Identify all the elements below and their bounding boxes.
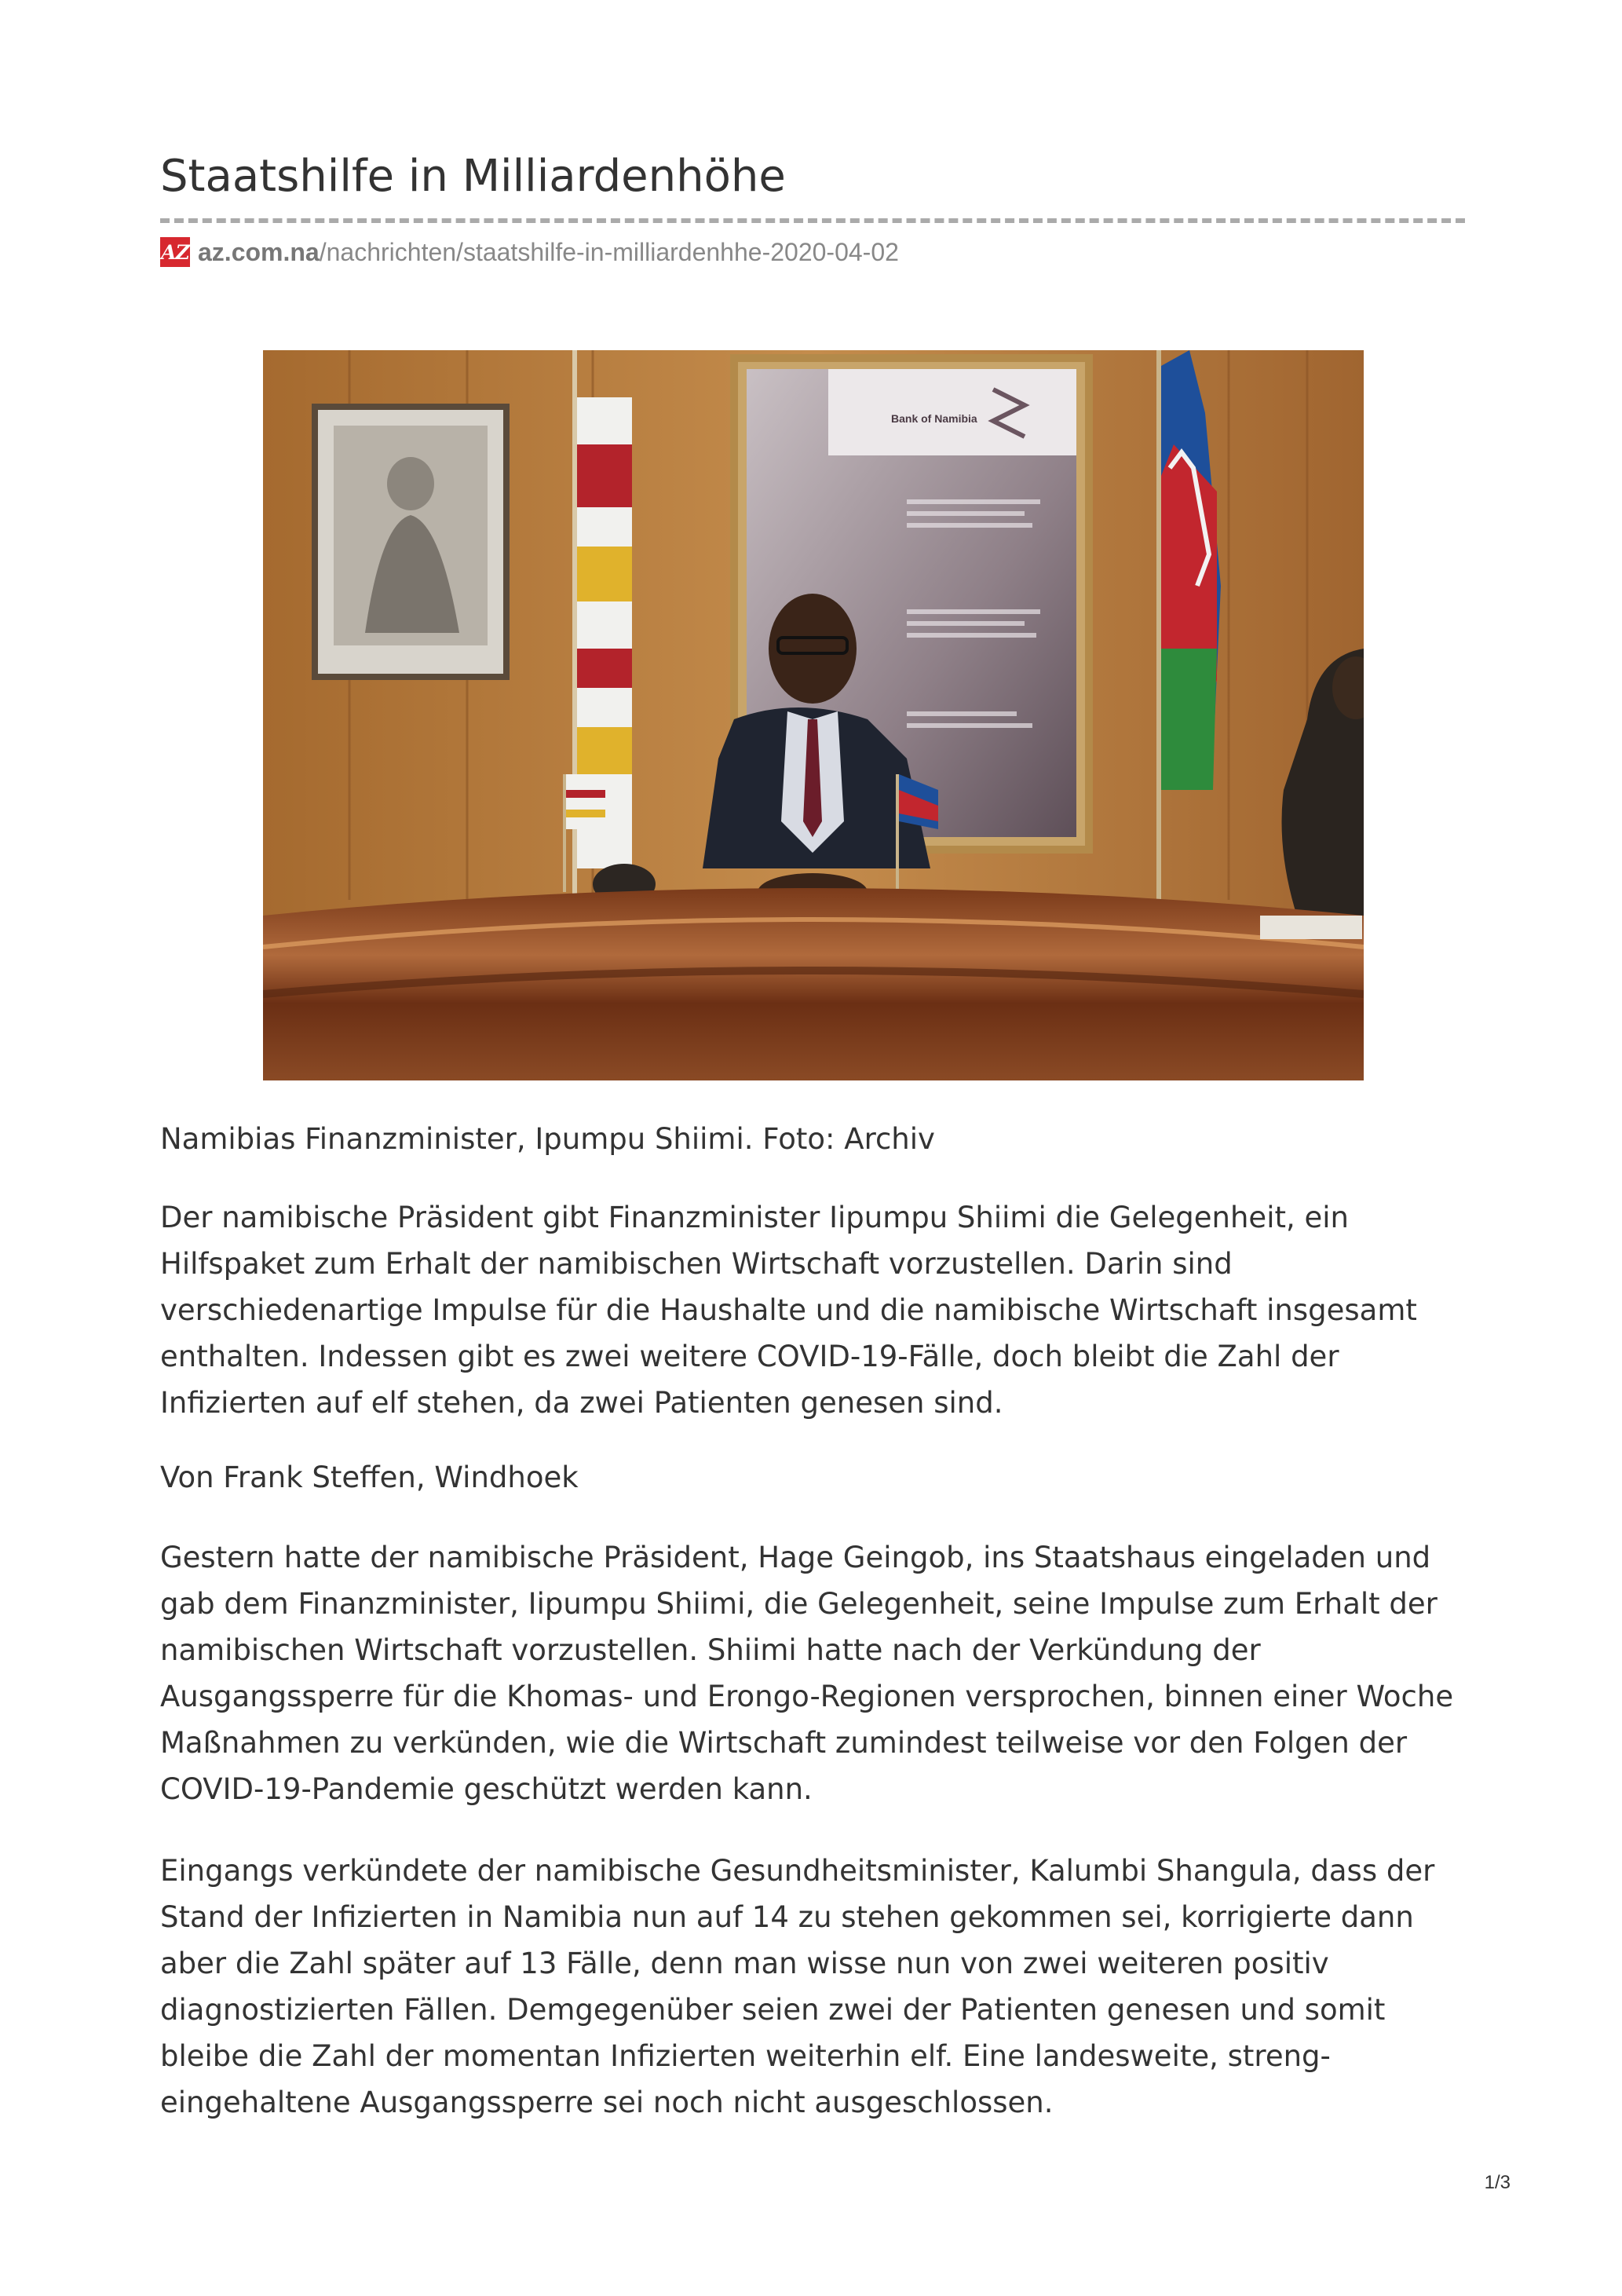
source-path: /nachrichten/staatshilfe-in-milliardenhhe-2020-04-02 [319, 237, 899, 266]
article-byline: Von Frank Steffen, Windhoek [160, 1461, 579, 1494]
page-title: Staatshilfe in Milliardenhöhe [160, 151, 786, 202]
article-paragraph: Gestern hatte der namibische Präsident, Hage Geingob, ins Staatshaus eingeladen und gab dem Finanzminister, Iipumpu Shiimi, die Gelegenheit, seine Impulse zum Erhalt der namibischen Wirtschaft vorzustellen. Shiimi hatte nach der Verkündung der Ausgangssperre für die Khomas- und Erongo-Regionen versprochen, binnen einer Woche Maßnahmen zu verkünden, wie die Wirtschaft zumindest teilweise vor den Folgen der COVID-19-Pandemie geschützt werden kann. [160, 1541, 1454, 1806]
source-link[interactable] [160, 236, 899, 268]
article-paragraph: Eingangs verkündete der namibische Gesundheitsminister, Kalumbi Shangula, dass der Stand der Infizierten in Namibia nun auf 14 zu stehen gekommen sei, korrigierte dann aber die Zahl später auf 13 Fälle, denn man wisse nun von zwei weiteren positiv diagnostizierten Fällen. Demgegenüber seien zwei der Patienten genesen und somit bleibe die Zahl der momentan Infizierten weiterhin elf. Eine landesweite, streng-eingehaltene Ausgangssperre sei noch nicht ausgeschlossen. [160, 1854, 1435, 2119]
page-number: 1/3 [1484, 2172, 1511, 2193]
article-lead: Der namibische Präsident gibt Finanzminister Iipumpu Shiimi die Gelegenheit, ein Hilfspaket zum Erhalt der namibischen Wirtschaft vorzustellen. Darin sind verschiedenartige Impulse für die Haushalte und die namibische Wirtschaft insgesamt enthalten. Indessen gibt es zwei weitere COVID-19-Fälle, doch bleibt die Zahl der Infizierten auf elf stehen, da zwei Patienten genesen sind. [160, 1201, 1417, 1420]
photo-caption: Namibias Finanzminister, Ipumpu Shiimi. Foto: Archiv [160, 1122, 935, 1156]
source-domain: az.com.na [198, 237, 320, 266]
bank-sign-text: Bank of Namibia [891, 412, 977, 425]
az-logo-icon: AZ [160, 237, 190, 267]
title-divider [160, 218, 1465, 223]
article-photo [263, 350, 1364, 1080]
